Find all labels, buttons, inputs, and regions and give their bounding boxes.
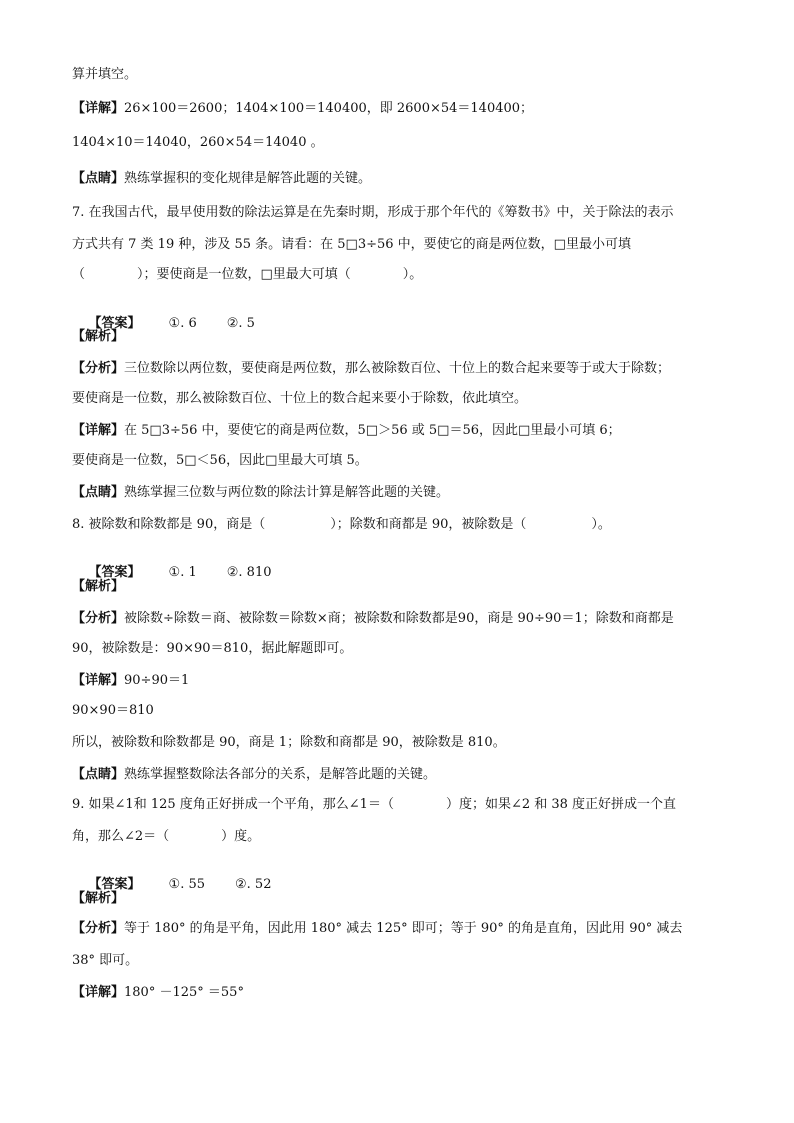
- section-text: 在 5□3÷56 中，要使它的商是两位数，5□＞56 或 5□＝56，因此□里最小可填 6；: [124, 423, 621, 438]
- answer-label: 【答案】: [88, 877, 141, 892]
- detail-line: 90×90＝810: [72, 703, 154, 718]
- answer-1: ①. 1: [168, 565, 197, 580]
- answer-label: 【答案】: [88, 316, 141, 331]
- section-label: 【详解】: [72, 101, 125, 116]
- section-label: 【分析】: [72, 361, 125, 376]
- section-label: 【解析】: [72, 329, 125, 344]
- analysis-heading: [72, 578, 124, 596]
- section-text: 26×100＝2600；1404×100＝140400，即 2600×54＝140400；: [124, 101, 534, 116]
- answer-1: ①. 6: [168, 316, 197, 331]
- section-text: 熟练掌握整数除法各部分的关系，是解答此题的关键。: [124, 767, 437, 782]
- detail-line: [72, 100, 533, 118]
- answer-1: ①. 55: [168, 877, 206, 892]
- question-9-text: 9. 如果∠1和 125 度角正好拼成一个平角，那么∠1＝（ ）度；如果∠2 和 38 度正好拼成一个直: [72, 797, 677, 812]
- section-label: 【分析】: [72, 921, 125, 936]
- answer-2: ②. 52: [235, 877, 272, 892]
- answer-2: ②. 810: [226, 565, 272, 580]
- answer-label: 【答案】: [88, 565, 141, 580]
- section-label: 【点睛】: [72, 485, 125, 500]
- detail-line: 所以，被除数和除数都是 90，商是 1；除数和商都是 90，被除数是 810。: [72, 735, 506, 750]
- section-label: 【详解】: [72, 985, 125, 1000]
- section-text: 被除数÷除数＝商、被除数＝除数×商；被除数和除数都是90，商是 90÷90＝1；除数和商都是: [124, 611, 674, 626]
- tip-line: [72, 766, 436, 784]
- section-text: 180° －125° ＝55°: [124, 985, 244, 1000]
- section-label: 【详解】: [72, 423, 125, 438]
- question-7-text: 7. 在我国古代，最早使用数的除法运算是在先秦时期，形成于那个年代的《筹数书》中，关于除法的表示: [72, 205, 674, 220]
- section-label: 【分析】: [72, 611, 125, 626]
- detail-line: [72, 672, 189, 690]
- analysis-line: [72, 610, 674, 628]
- detail-line: [72, 422, 621, 440]
- analysis-line: 38° 即可。: [72, 953, 139, 968]
- analysis-heading: [72, 328, 124, 346]
- tip-line: [72, 170, 371, 188]
- detail-line: 要使商是一位数，5□＜56，因此□里最大可填 5。: [72, 453, 368, 468]
- question-7-text: 方式共有 7 类 19 种，涉及 55 条。请看：在 5□3÷56 中，要使它的商是两位数，□里最小可填: [72, 237, 631, 252]
- analysis-line: 要使商是一位数，那么被除数百位、十位上的数合起来要小于除数，依此填空。: [72, 391, 528, 406]
- section-text: 熟练掌握三位数与两位数的除法计算是解答此题的关键。: [124, 485, 450, 500]
- question-8-text: 8. 被除数和除数都是 90，商是（ ）；除数和商都是 90，被除数是（ ）。: [72, 517, 611, 532]
- question-7-text: （ ）；要使商是一位数，□里最大可填（ ）。: [72, 267, 423, 282]
- section-text: 90÷90＝1: [124, 673, 190, 688]
- analysis-line: [72, 920, 682, 938]
- detail-line: [72, 984, 244, 1002]
- question-9-text: 角，那么∠2＝（ ）度。: [72, 829, 261, 844]
- analysis-line: 90，被除数是：90×90＝810，据此解题即可。: [72, 641, 353, 656]
- analysis-line: [72, 360, 670, 378]
- section-label: 【解析】: [72, 891, 125, 906]
- analysis-heading: [72, 890, 124, 908]
- section-label: 【点睛】: [72, 171, 125, 186]
- tip-line: [72, 484, 449, 502]
- section-label: 【点睛】: [72, 767, 125, 782]
- section-text: 三位数除以两位数，要使商是两位数，那么被除数百位、十位上的数合起来要等于或大于除数；: [124, 361, 671, 376]
- section-text: 熟练掌握积的变化规律是解答此题的关键。: [124, 171, 372, 186]
- section-label: 【解析】: [72, 579, 125, 594]
- section-text: 等于 180° 的角是平角，因此用 180° 减去 125° 即可；等于 90° 的角是直角，因此用 90° 减去: [124, 921, 683, 936]
- section-label: 【详解】: [72, 673, 125, 688]
- answer-2: ②. 5: [226, 316, 255, 331]
- text-line: 1404×10＝14040，260×54＝14040 。: [72, 135, 324, 150]
- text-line: 算并填空。: [72, 67, 138, 82]
